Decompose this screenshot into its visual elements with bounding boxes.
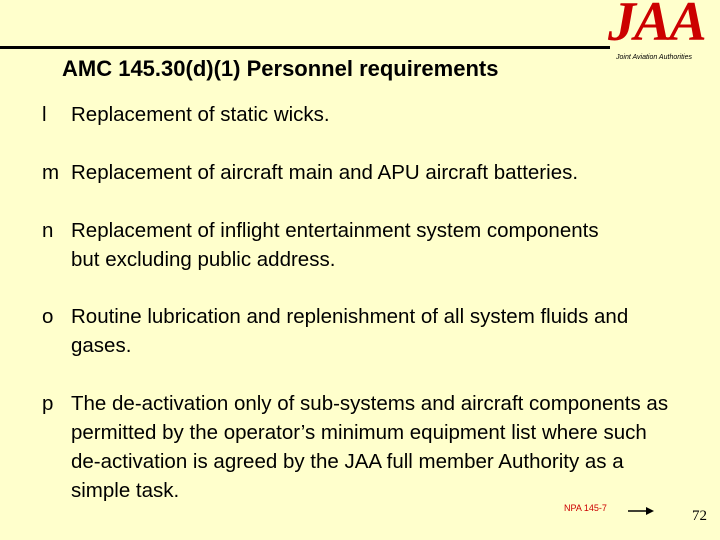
item-letter: m — [42, 161, 60, 184]
item-text: The de-activation only of sub-systems and aircraft components as permitted by the operator’s minimum equipment list where such de-activation is agreed by the JAA full member Authority as a simple task. — [71, 392, 669, 502]
logo-mark: JAA — [608, 0, 705, 53]
npa-reference: NPA 145-7 — [564, 503, 607, 513]
logo-subtitle: Joint Aviation Authorities — [616, 54, 693, 61]
item-letter: o — [42, 305, 54, 328]
item-letter: n — [42, 219, 54, 242]
item-letter: p — [42, 392, 54, 415]
item-text: Replacement of inflight entertainment system components but excluding public address. — [71, 219, 599, 271]
right-arrow-icon — [628, 506, 654, 516]
item-letter: l — [42, 103, 47, 126]
list-item — [42, 100, 682, 129]
header-rule — [0, 46, 610, 49]
list-item — [42, 302, 642, 360]
item-text: Routine lubrication and replenishment of all system fluids and gases. — [71, 305, 629, 357]
item-text: Replacement of aircraft main and APU aircraft batteries. — [71, 161, 579, 184]
list-item — [42, 216, 602, 274]
list-item — [42, 158, 682, 187]
slide-title: AMC 145.30(d)(1) Personnel requirements — [62, 56, 499, 81]
jaa-logo — [606, 0, 718, 70]
page-number: 72 — [692, 508, 707, 524]
list-item — [42, 389, 682, 505]
item-text: Replacement of static wicks. — [71, 103, 330, 126]
